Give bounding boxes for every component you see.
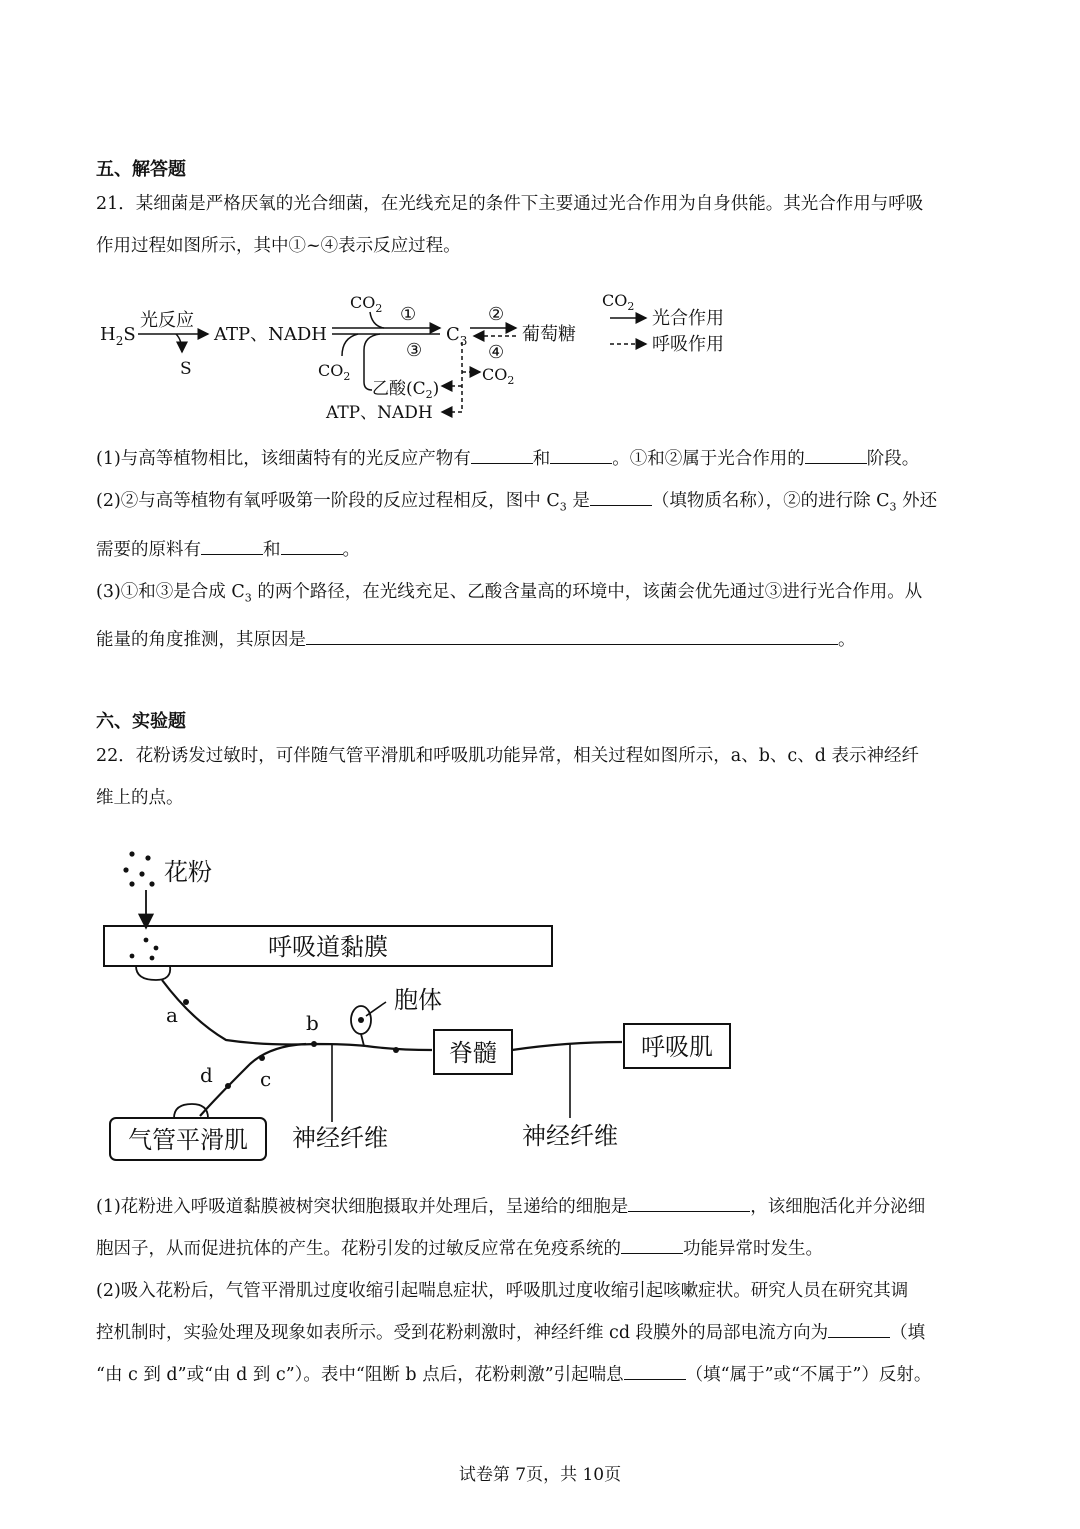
trachea-muscle-label: 气管平滑肌 — [128, 1126, 248, 1154]
answer-blank[interactable] — [628, 1191, 750, 1212]
q22-subquestions — [96, 1186, 988, 1396]
resp-dashed-path — [442, 342, 462, 412]
point-d-label: d — [200, 1063, 213, 1087]
answer-blank[interactable] — [201, 534, 263, 555]
co2-bottom-label: $CO_2$ — [318, 361, 351, 383]
q21-part1: (1)与高等植物相比，该细菌特有的光反应产物有 和 。①和②属于光合作用的 阶段。 — [96, 438, 988, 480]
point-a-label: a — [166, 1003, 178, 1027]
resp-muscle-label: 呼吸肌 — [641, 1033, 713, 1061]
c3-label: $C_3$ — [446, 324, 468, 348]
q21-part2-cont: 需要的原料有 和 。 — [96, 529, 988, 571]
point-c-label: c — [260, 1067, 272, 1091]
light-reaction-label: 光反应 — [140, 310, 194, 331]
legend-respiration: 呼吸作用 — [652, 334, 724, 355]
cell-body-label: 胞体 — [394, 986, 442, 1014]
legend-photosynthesis: 光合作用 — [652, 308, 724, 329]
s-product-label: S — [180, 359, 192, 379]
co2-right-label: $CO_2$ — [482, 365, 515, 387]
answer-blank[interactable] — [621, 1233, 683, 1254]
q21-metabolism-diagram — [90, 282, 770, 432]
spinal-cord-label: 脊髓 — [449, 1039, 497, 1067]
page-footer: 试卷第 7页，共 10页 — [458, 1465, 622, 1485]
q22-part1-cont: 胞因子，从而促进抗体的产生。花粉引发的过敏反应常在免疫系统的 功能异常时发生。 — [96, 1228, 988, 1270]
answer-blank[interactable] — [828, 1317, 890, 1338]
answer-blank[interactable] — [281, 534, 343, 555]
q21-part3: (3)①和③是合成 $C_3$ 的两个路径，在光线充足、乙酸含量高的环境中，该菌会优先通过③进行光合作用。从 — [96, 581, 923, 604]
answer-blank[interactable] — [550, 443, 612, 464]
q22-stem-line-2: 维上的点。 — [96, 788, 184, 808]
mucosa-label: 呼吸道黏膜 — [268, 933, 388, 961]
q22-part2-cont: 控机制时，实验处理及现象如表所示。受到花粉刺激时，神经纤维 cd 段膜外的局部电流方向为 （填 — [96, 1312, 988, 1354]
receptor-ending — [136, 966, 170, 980]
s-branch-arrow — [176, 334, 182, 352]
step1-label: ① — [400, 304, 417, 325]
q22-part1: (1)花粉进入呼吸道黏膜被树突状细胞摄取并处理后，呈递给的细胞是 ，该细胞活化并分泌细 — [96, 1186, 988, 1228]
nerve-fiber-label-1: 神经纤维 — [292, 1124, 388, 1152]
efferent-to-resp — [512, 1042, 622, 1050]
h2s-label: $H_2S$ — [100, 324, 136, 348]
point-b-label: b — [306, 1011, 319, 1035]
q21-stem-line-2: 作用过程如图所示，其中①~④表示反应过程。 — [96, 236, 461, 256]
efferent-to-trachea — [200, 1044, 306, 1116]
nerve-fiber-label-2: 神经纤维 — [522, 1122, 618, 1150]
acetic-acid-label: 乙酸$(C_2)$ — [372, 379, 440, 401]
afferent-nerve — [162, 980, 366, 1046]
pollen-dots-icon — [123, 851, 154, 886]
q21-stem-line-1: 21．某细菌是严格厌氧的光合细菌，在光线充足的条件下主要通过光合作用为自身供能。其光合作用与呼吸 — [96, 194, 924, 214]
q21-subquestions — [96, 438, 988, 661]
atp-nadh-label: ATP、NADH — [214, 324, 328, 345]
question-22-stem — [96, 735, 988, 819]
q22-stem-line-1: 22．花粉诱发过敏时，可伴随气管平滑肌和呼吸肌功能异常，相关过程如图所示，a、b、c、d 表示神经纤 — [96, 746, 919, 766]
answer-blank[interactable] — [624, 1359, 686, 1380]
glucose-label: 葡萄糖 — [522, 324, 576, 345]
section-heading-6: 六、实验题 — [96, 711, 186, 732]
answer-blank[interactable] — [590, 485, 652, 506]
effector-ending — [174, 1104, 208, 1118]
legend-co2-label: $CO_2$ — [602, 291, 635, 313]
q22-part2: (2)吸入花粉后，气管平滑肌过度收缩引起喘息症状，呼吸肌过度收缩引起咳嗽症状。研究人员在研究其调 — [96, 1281, 909, 1301]
q21-part2: (2)②与高等植物有氧呼吸第一阶段的反应过程相反，图中 $C_3$ 是 （填物质名称），②的进行除 $C_3$ 外还 — [96, 480, 988, 529]
section-heading-5: 五、解答题 — [96, 159, 186, 180]
step3-label: ③ — [406, 340, 423, 361]
answer-blank[interactable] — [805, 443, 867, 464]
question-21-stem — [96, 183, 988, 267]
nerve-to-spinal — [366, 1046, 432, 1050]
atp-nadh-bottom-label: ATP、NADH — [326, 403, 433, 423]
q22-part2-cont2: “由 c 到 d”或“由 d 到 c”）。表中“阻断 b 点后，花粉刺激”引起喘息 （填“属于”或“不属于”）反射。 — [96, 1354, 988, 1396]
pollen-label: 花粉 — [164, 858, 212, 886]
answer-blank[interactable] — [306, 624, 838, 645]
step4-label: ④ — [488, 342, 505, 363]
answer-blank[interactable] — [471, 443, 533, 464]
q21-part3-cont: 能量的角度推测，其原因是 。 — [96, 619, 988, 661]
co2-top-label: $CO_2$ — [350, 293, 383, 315]
co2-bottom-join — [342, 334, 358, 356]
step2-label: ② — [488, 304, 505, 325]
q22-reflex-diagram — [96, 840, 756, 1170]
